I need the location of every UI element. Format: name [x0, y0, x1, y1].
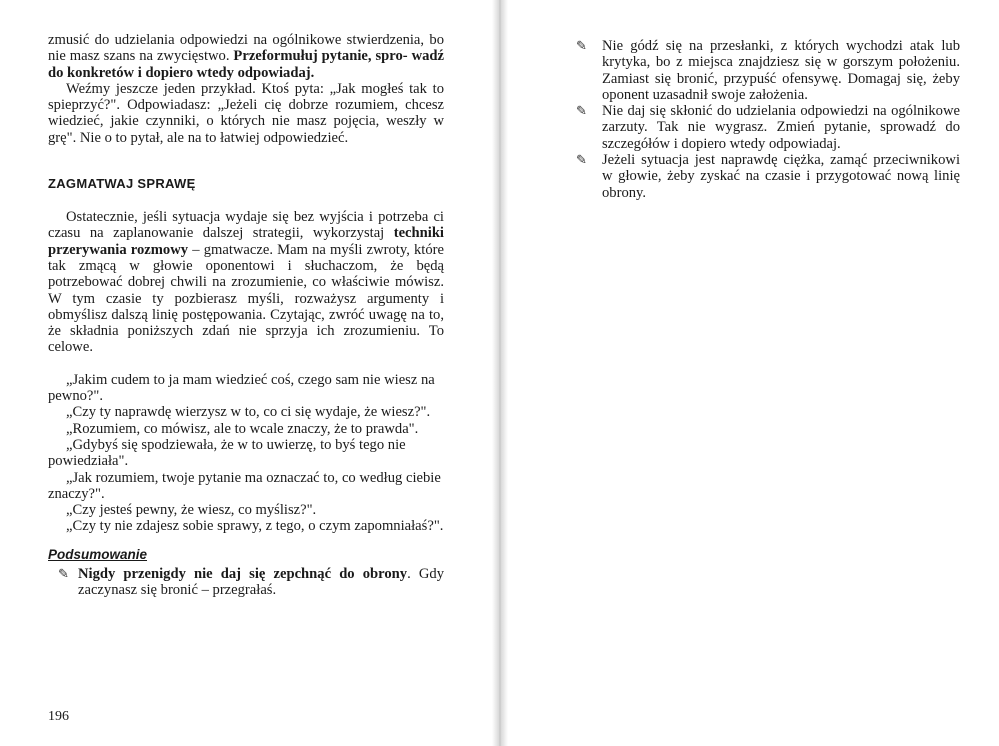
quote-6: „Czy jesteś pewny, że wiesz, co myślisz?".	[66, 502, 317, 519]
quote-4: „Gdybyś się spodziewała, że w to uwierzę, to byś tego nie powiedziała".	[48, 436, 406, 470]
para1-line: zmusić do udzielania odpowiedzi na ogólnikowe stwierdzenia,	[48, 32, 425, 48]
left-page	[0, 0, 498, 746]
right-bullet-text: Jeżeli sytuacja jest naprawdę ciężka, zamąć przeciwnikowi w głowie, żeby zyskać na czasie i przygotować nową linię obrony.	[602, 152, 960, 201]
para1-line: bo nie masz szans na zwycięstwo.	[48, 32, 444, 65]
right-bullet-2	[574, 103, 960, 152]
para3-text-b: – gmatwacze. Mam na myśli zwroty, które tak zmącą w głowie oponentowi i słuchaczom, że będą potrzebować dobrej chwili na zrozumienie, co właściwie mówisz. W tym czasie ty pozbierasz myśli, rozważysz argumenty i obmyślisz dalszą linię postępowania. Czytając, zwróć uwagę na to, że składnia poniższych zdań nie sprzyja ich zrozumieniu. To celowe.	[48, 241, 445, 356]
pencil-icon: ✎	[576, 103, 587, 119]
pencil-icon: ✎	[576, 38, 587, 53]
para1-bold-line: Przeformułuj pytanie, spro-	[233, 48, 408, 65]
right-bullet-text: Nie gódź się na przesłanki, z których wychodzi atak lub krytyka, bo z miejsca znajdziesz się w gorszym położeniu. Zamiast się bronić, przypuść ofensywę. Domagaj się, żeby oponent uzasadnił swoje założenia.	[602, 38, 960, 103]
quote-3: „Rozumiem, co mówisz, ale to wcale znaczy, że to prawda".	[66, 420, 419, 437]
quote-5: „Jak rozumiem, twoje pytanie ma oznaczać to, co według ciebie znaczy?".	[48, 469, 441, 502]
quote-2: „Czy ty naprawdę wierzysz w to, co ci się wydaje, że wiesz?".	[66, 404, 431, 421]
page-number: 196	[48, 709, 69, 724]
right-bullet-1	[574, 38, 960, 103]
right-page	[500, 0, 999, 746]
quote-7: „Czy ty nie zdajesz sobie sprawy, z tego, o czym zapomniałaś?".	[66, 518, 444, 535]
right-bullet-text: Nie daj się skłonić do udzielania odpowiedzi na ogólnikowe zarzuty. Tak nie wygrasz. Zmień pytanie, sprowadź do szczegółów i dopiero wtedy odpowiadaj.	[602, 103, 960, 152]
para1-bold-line: wadź do konkretów i dopiero wtedy odpowiadaj.	[48, 48, 444, 81]
para3-bold: techniki przerywania rozmowy	[48, 225, 444, 258]
right-text-column	[574, 38, 960, 201]
pencil-icon: ✎	[576, 152, 587, 168]
right-bullet-3	[574, 152, 960, 201]
pencil-icon: ✎	[58, 565, 69, 581]
summary-heading: Podsumowanie	[48, 546, 148, 562]
paragraph-3	[48, 209, 444, 356]
section-heading: ZAGMATWAJ SPRAWĘ	[48, 176, 196, 192]
summary-rest: . Gdy zaczynasz się bronić – przegrałaś.	[78, 565, 444, 599]
quote-1: „Jakim cudem to ja mam wiedzieć coś, czego sam nie wiesz na pewno?".	[48, 371, 435, 405]
paragraph-1	[48, 32, 444, 81]
paragraph-2: Weźmy jeszcze jeden przykład. Ktoś pyta: „Jak mogłeś tak to spieprzyć?". Odpowiadasz: „Jeżeli cię dobrze rozumiem, chcesz wiedzieć, jakie czynniki, o których nie masz pojęcia, weszły w grę". Nie o to pytał, ale na to łatwiej odpowiedzieć.	[48, 80, 444, 146]
left-text-column	[48, 32, 444, 598]
para3-text-a: Ostatecznie, jeśli sytuacja wydaje się bez wyjścia i potrzeba ci czasu na zaplanowanie dalszej strategii, wykorzystaj	[48, 209, 444, 242]
summary-bold: Nigdy przenigdy nie daj się zepchnąć do obrony	[78, 565, 408, 582]
summary-bullet	[48, 566, 444, 599]
